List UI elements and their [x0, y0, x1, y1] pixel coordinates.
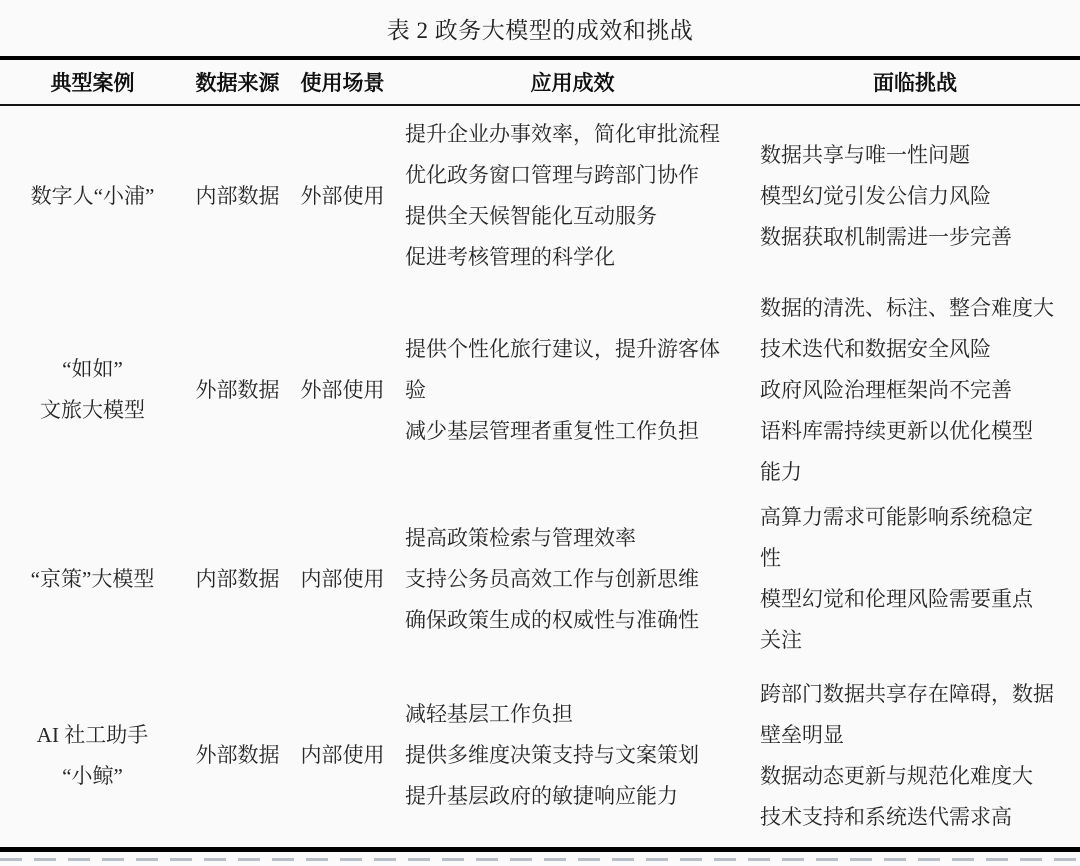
table-row [0, 106, 1080, 286]
effect-item [405, 518, 636, 559]
challenges-cell [750, 674, 1080, 838]
challenge-line: 模型幻觉引发公信力风险 [760, 183, 991, 208]
challenge-line: 数据的清洗、标注、整合难度大 [760, 295, 1054, 320]
effect-item [405, 411, 699, 452]
effect-item [405, 559, 699, 600]
effect-line: 优化政务窗口管理与跨部门协作 [405, 163, 699, 187]
source-cell [185, 735, 290, 776]
effect-line: 提供全天候智能化互动服务 [405, 204, 657, 228]
effect-line: 促进考核管理的科学化 [405, 245, 615, 269]
scene-value: 外部使用 [300, 377, 385, 402]
challenge-line: 技术迭代和数据安全风险 [760, 336, 991, 361]
effect-item [405, 735, 699, 776]
challenge-item [760, 176, 991, 217]
challenge-line: 模型幻觉和伦理风险需要重点 [760, 587, 1033, 611]
gov-model-table [0, 56, 1080, 852]
challenges-cell [750, 288, 1080, 493]
case-line: “如如” [62, 357, 123, 381]
challenge-line: 数据动态更新与规范化难度大 [760, 763, 1033, 788]
challenge-item [760, 674, 1054, 756]
case-line: 文旅大模型 [40, 398, 145, 422]
effects-cell [395, 329, 750, 452]
challenge-line: 技术支持和系统迭代需求高 [760, 804, 1012, 829]
challenge-item [760, 288, 1054, 329]
source-value: 内部数据 [195, 183, 280, 208]
source-value: 内部数据 [195, 566, 280, 591]
challenge-line: 数据共享与唯一性问题 [760, 142, 970, 167]
case-line: AI 社工助手 [36, 722, 149, 747]
source-cell [185, 176, 290, 217]
case-line: “京策”大模型 [30, 566, 155, 591]
effects-cell [395, 114, 750, 278]
source-value: 外部数据 [195, 377, 280, 402]
scene-cell [290, 735, 395, 776]
header-scene: 使用场景 [300, 72, 385, 95]
effect-line: 提升企业办事效率，简化审批流程 [405, 122, 720, 146]
source-value: 外部数据 [195, 743, 280, 767]
challenge-line: 性 [760, 546, 781, 570]
effects-cell [395, 518, 750, 641]
header-effects: 应用成效 [530, 72, 615, 95]
challenge-item [760, 411, 1033, 493]
table-title: 表 2 政务大模型的成效和挑战 [386, 17, 694, 43]
scene-value: 外部使用 [300, 183, 385, 208]
challenge-item [760, 370, 1012, 411]
effect-item [405, 600, 699, 641]
effects-cell [395, 694, 750, 817]
effect-item [405, 155, 699, 196]
challenge-line: 壁垒明显 [760, 722, 844, 747]
header-case: 典型案例 [50, 72, 135, 95]
challenge-line: 政府风险治理框架尚不完善 [760, 377, 1012, 402]
challenge-item [760, 329, 991, 370]
effect-line: 确保政策生成的权威性与准确性 [405, 607, 699, 632]
challenge-item [760, 579, 1033, 661]
effect-line: 提供个性化旅行建议，提升游客体 [405, 336, 720, 361]
effect-line: 提高政策检索与管理效率 [405, 525, 636, 550]
challenge-item [760, 497, 1033, 579]
effect-item [405, 196, 657, 237]
header-source: 数据来源 [195, 72, 280, 95]
effect-item [405, 329, 720, 411]
challenge-item [760, 135, 970, 176]
case-cell [0, 559, 185, 600]
challenges-cell [750, 135, 1080, 258]
challenge-item [760, 797, 1012, 838]
scene-cell [290, 559, 395, 600]
table-row [0, 286, 1080, 494]
challenge-item [760, 756, 1033, 797]
challenge-line: 能力 [760, 459, 802, 484]
table-body [0, 106, 1080, 847]
table-row [0, 494, 1080, 664]
scene-cell [290, 176, 395, 217]
effect-line: 提升基层政府的敏捷响应能力 [405, 784, 678, 808]
bottom-dashed-line [0, 858, 1080, 861]
scene-value: 内部使用 [300, 566, 385, 591]
case-cell [0, 715, 185, 797]
effect-line: 提供多维度决策支持与文案策划 [405, 743, 699, 767]
scene-cell [290, 370, 395, 411]
case-line: “小鲸” [62, 763, 123, 788]
challenge-line: 跨部门数据共享存在障碍，数据 [760, 681, 1054, 706]
challenge-line: 高算力需求可能影响系统稳定 [760, 505, 1033, 529]
challenge-line: 语料库需持续更新以优化模型 [760, 418, 1033, 443]
challenges-cell [750, 497, 1080, 661]
source-cell [185, 370, 290, 411]
challenge-line: 数据获取机制需进一步完善 [760, 224, 1012, 249]
table-header-row [0, 60, 1080, 106]
effect-line: 减少基层管理者重复性工作负担 [405, 418, 699, 443]
table-row [0, 664, 1080, 847]
effect-item [405, 114, 720, 155]
scene-value: 内部使用 [300, 743, 385, 767]
case-line: 数字人“小浦” [30, 183, 155, 208]
effect-item [405, 237, 615, 278]
case-cell [0, 176, 185, 217]
effect-item [405, 694, 573, 735]
effect-line: 减轻基层工作负担 [405, 702, 573, 726]
header-challenges: 面临挑战 [873, 72, 957, 95]
source-cell [185, 559, 290, 600]
challenge-line: 关注 [760, 628, 802, 652]
challenge-item [760, 217, 1012, 258]
case-cell [0, 349, 185, 431]
effect-item [405, 776, 678, 817]
effect-line: 支持公务员高效工作与创新思维 [405, 566, 699, 591]
effect-line: 验 [405, 377, 426, 402]
